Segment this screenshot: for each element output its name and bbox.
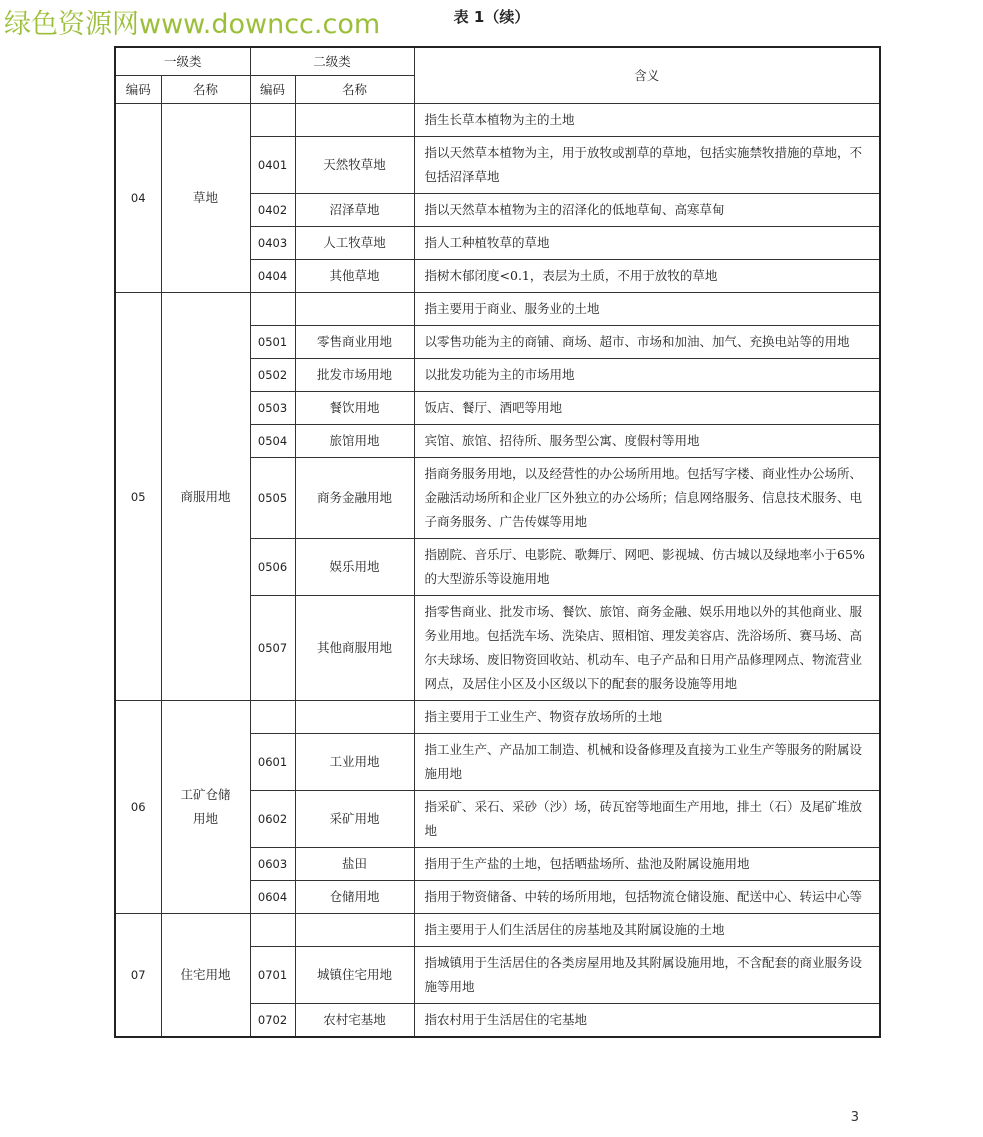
level2-name: 旅馆用地 — [295, 425, 414, 458]
level2-code: 0505 — [250, 458, 295, 539]
level2-description: 指城镇用于生活居住的各类房屋用地及其附属设施用地，不含配套的商业服务设施等用地 — [414, 947, 880, 1004]
level2-description: 指主要用于工业生产、物资存放场所的土地 — [414, 701, 880, 734]
level2-description: 指生长草本植物为主的土地 — [414, 104, 880, 137]
level2-name — [295, 914, 414, 947]
header-level1-code: 编码 — [115, 76, 161, 104]
level2-description: 以批发功能为主的市场用地 — [414, 359, 880, 392]
page-number: 3 — [850, 1110, 859, 1125]
table-row — [115, 293, 880, 326]
level2-code — [250, 914, 295, 947]
level2-name: 农村宅基地 — [295, 1004, 414, 1038]
level2-description: 指采矿、采石、采砂（沙）场，砖瓦窑等地面生产用地，排土（石）及尾矿堆放地 — [414, 791, 880, 848]
level2-name: 天然牧草地 — [295, 137, 414, 194]
level2-code: 0504 — [250, 425, 295, 458]
level2-code: 0702 — [250, 1004, 295, 1038]
level2-description: 指工业生产、产品加工制造、机械和设备修理及直接为工业生产等服务的附属设施用地 — [414, 734, 880, 791]
level1-name: 草地 — [161, 104, 250, 293]
level1-name: 工矿仓储用地 — [161, 701, 250, 914]
level2-name: 其他草地 — [295, 260, 414, 293]
land-use-table — [114, 46, 881, 1038]
level2-name: 批发市场用地 — [295, 359, 414, 392]
level2-description: 指人工种植牧草的草地 — [414, 227, 880, 260]
level2-name: 工业用地 — [295, 734, 414, 791]
level2-code — [250, 293, 295, 326]
level2-description: 指用于物资储备、中转的场所用地，包括物流仓储设施、配送中心、转运中心等 — [414, 881, 880, 914]
level2-code: 0507 — [250, 596, 295, 701]
level2-code: 0601 — [250, 734, 295, 791]
level2-name — [295, 104, 414, 137]
table-body — [115, 104, 880, 1038]
level2-name: 商务金融用地 — [295, 458, 414, 539]
level2-description: 以零售功能为主的商铺、商场、超市、市场和加油、加气、充换电站等的用地 — [414, 326, 880, 359]
level1-name: 商服用地 — [161, 293, 250, 701]
level2-description: 宾馆、旅馆、招待所、服务型公寓、度假村等用地 — [414, 425, 880, 458]
level2-code: 0404 — [250, 260, 295, 293]
table-caption: 表 1（续） — [453, 8, 530, 26]
level2-code: 0502 — [250, 359, 295, 392]
level2-code: 0602 — [250, 791, 295, 848]
watermark: 绿色资源网www.downcc.com — [4, 9, 381, 40]
level2-code: 0701 — [250, 947, 295, 1004]
level1-code: 07 — [115, 914, 161, 1038]
level2-name: 零售商业用地 — [295, 326, 414, 359]
level2-description: 指用于生产盐的土地，包括晒盐场所、盐池及附属设施用地 — [414, 848, 880, 881]
level1-code: 05 — [115, 293, 161, 701]
level2-code — [250, 104, 295, 137]
level2-name: 盐田 — [295, 848, 414, 881]
header-level2: 二级类 — [250, 47, 414, 76]
table-row — [115, 914, 880, 947]
level2-description: 指主要用于人们生活居住的房基地及其附属设施的土地 — [414, 914, 880, 947]
level2-code: 0403 — [250, 227, 295, 260]
level2-code: 0402 — [250, 194, 295, 227]
level1-name: 住宅用地 — [161, 914, 250, 1038]
level2-code: 0501 — [250, 326, 295, 359]
level2-code: 0401 — [250, 137, 295, 194]
level2-description: 指商务服务用地，以及经营性的办公场所用地。包括写字楼、商业性办公场所、金融活动场所和企业厂区外独立的办公场所；信息网络服务、信息技术服务、电子商务服务、广告传媒等用地 — [414, 458, 880, 539]
level2-name: 仓储用地 — [295, 881, 414, 914]
level2-code: 0503 — [250, 392, 295, 425]
level2-name: 人工牧草地 — [295, 227, 414, 260]
level2-name: 其他商服用地 — [295, 596, 414, 701]
level2-name: 城镇住宅用地 — [295, 947, 414, 1004]
level2-description: 指树木郁闭度<0.1，表层为土质，不用于放牧的草地 — [414, 260, 880, 293]
header-level1-name: 名称 — [161, 76, 250, 104]
header-level2-code: 编码 — [250, 76, 295, 104]
level2-name: 娱乐用地 — [295, 539, 414, 596]
level2-code: 0604 — [250, 881, 295, 914]
level2-description: 指以天然草本植物为主，用于放牧或割草的草地，包括实施禁牧措施的草地，不包括沼泽草地 — [414, 137, 880, 194]
level2-name — [295, 701, 414, 734]
level1-code: 04 — [115, 104, 161, 293]
table-row — [115, 104, 880, 137]
table-row — [115, 701, 880, 734]
header-row-1 — [115, 47, 880, 76]
level2-name: 餐饮用地 — [295, 392, 414, 425]
level2-description: 饭店、餐厅、酒吧等用地 — [414, 392, 880, 425]
level2-description: 指以天然草本植物为主的沼泽化的低地草甸、高寒草甸 — [414, 194, 880, 227]
level2-description: 指主要用于商业、服务业的土地 — [414, 293, 880, 326]
header-meaning: 含义 — [414, 47, 880, 104]
level2-code: 0506 — [250, 539, 295, 596]
level2-name: 采矿用地 — [295, 791, 414, 848]
level2-code: 0603 — [250, 848, 295, 881]
level1-code: 06 — [115, 701, 161, 914]
header-level1: 一级类 — [115, 47, 250, 76]
level2-name: 沼泽草地 — [295, 194, 414, 227]
level2-description: 指剧院、音乐厅、电影院、歌舞厅、网吧、影视城、仿古城以及绿地率小于65%的大型游乐等设施用地 — [414, 539, 880, 596]
level2-name — [295, 293, 414, 326]
level2-description: 指零售商业、批发市场、餐饮、旅馆、商务金融、娱乐用地以外的其他商业、服务业用地。包括洗车场、洗染店、照相馆、理发美容店、洗浴场所、赛马场、高尔夫球场、废旧物资回收站、机动车、电子产品和日用产品修理网点、物流营业网点，及居住小区及小区级以下的配套的服务设施等用地 — [414, 596, 880, 701]
level2-description: 指农村用于生活居住的宅基地 — [414, 1004, 880, 1038]
level2-code — [250, 701, 295, 734]
header-level2-name: 名称 — [295, 76, 414, 104]
